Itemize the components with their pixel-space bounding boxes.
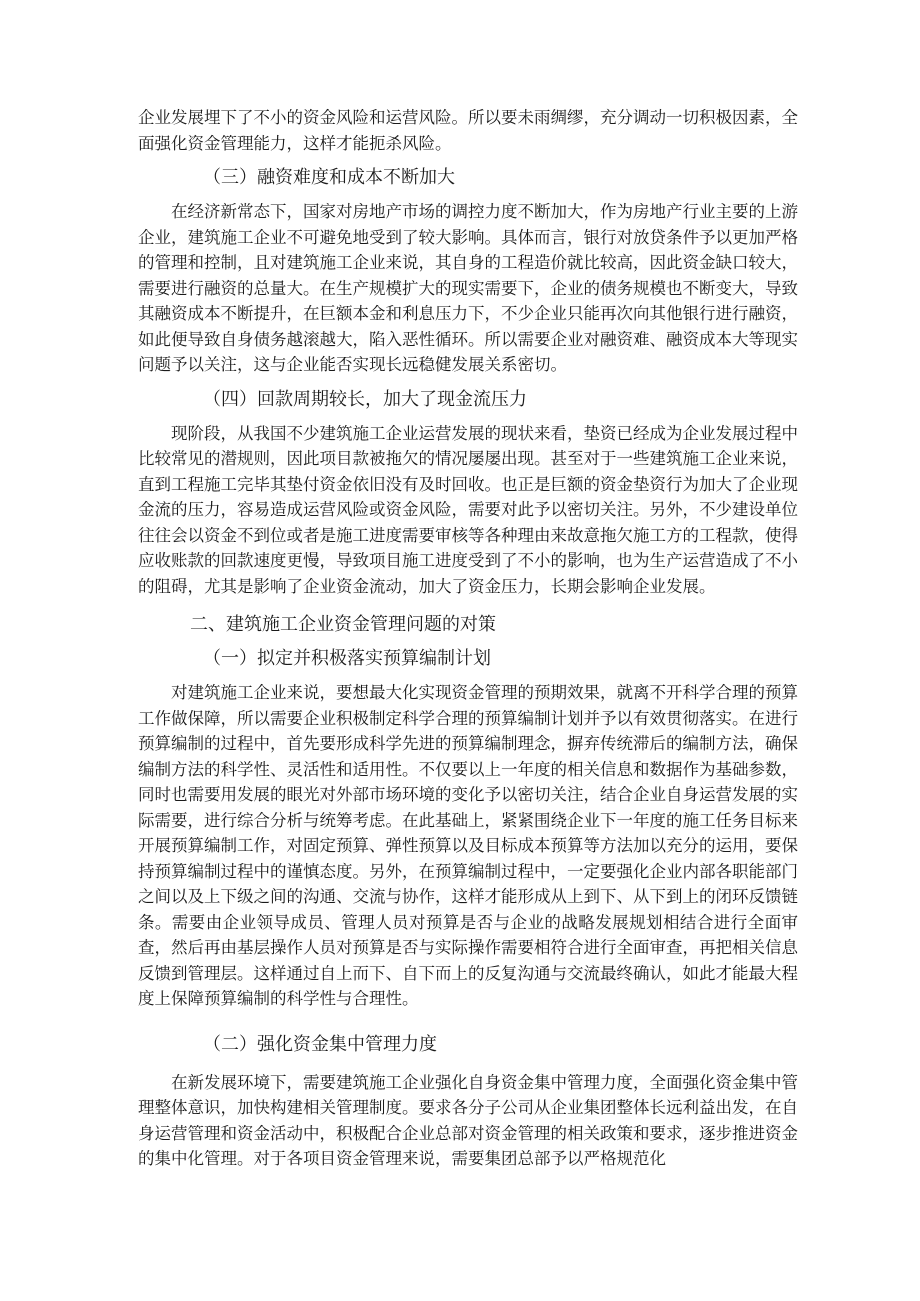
heading-financing-difficulty: （三）融资难度和成本不断加大 <box>203 167 455 188</box>
paragraph-centralized-management: 在新发展环境下，需要建筑施工企业强化自身资金集中管理力度，全面强化资金集中管理整体意识，加快构建相关管理制度。要求各分子公司从企业集团整体长远利益出发，在自身运营管理和资金活动中，积极配合企业总部对资金管理的相关政策和要求，逐步推进资金的集中化管理。对于各项目资金管理来说，需要集团总部予以严格规范化 <box>138 1072 798 1168</box>
heading-budget-plan: （一）拟定并积极落实预算编制计划 <box>203 648 491 669</box>
heading-centralized-management: （二）强化资金集中管理力度 <box>203 1033 437 1055</box>
heading-payment-cycle: （四）回款周期较长，加大了现金流压力 <box>203 388 527 410</box>
paragraph-budget-plan: 对建筑施工企业来说，要想最大化实现资金管理的预期效果，就离不开科学合理的预算工作做保障，所以需要企业积极制定科学合理的预算编制计划并予以有效贯彻落实。在进行预算编制的过程中，首先要形成科学先进的预算编制理念，摒弃传统滞后的编制方法，确保编制方法的科学性、灵活性和适用性。不仅要以上一年度的相关信息和数据作为基础参数，同时也需要用发展的眼光对外部市场环境的变化予以密切关注，结合企业自身运营发展的实际需要，进行综合分析与统筹考虑。在此基础上，紧紧围绕企业下一年度的施工任务目标来开展预算编制工作，对固定预算、弹性预算以及目标成本预算等方法加以充分的运用，要保持预算编制过程中的谨慎态度。另外，在预算编制过程中，一定要强化企业内部各职能部门之间以及上下级之间的沟通、交流与协作，这样才能形成从上到下、从下到上的闭环反馈链条。需要由企业领导成员、管理人员对预算是否与企业的战略发展规划相结合进行全面审查，然后再由基层操作人员对预算是否与实际操作需要相符合进行全面审查，再把相关信息反馈到管理层。这样通过自上而下、自下而上的反复沟通与交流最终确认，如此才能最大程度上保障预算编制的科学性与合理性。 <box>138 683 798 1008</box>
document-page <box>138 105 798 1172</box>
paragraph-continued: 企业发展埋下了不小的资金风险和运营风险。所以要未雨绸缪，充分调动一切积极因素，全面强化资金管理能力，这样才能扼杀风险。 <box>138 108 798 153</box>
paragraph-financing: 在经济新常态下，国家对房地产市场的调控力度不断加大，作为房地产行业主要的上游企业，建筑施工企业不可避免地受到了较大影响。具体而言，银行对放贷条件予以更加严格的管理和控制，且对建筑施工企业来说，其自身的工程造价就比较高，因此资金缺口较大，需要进行融资的总量大。在生产规模扩大的现实需要下，企业的债务规模也不断变大，导致其融资成本不断提升，在巨额本金和利息压力下，不少企业只能再次向其他银行进行融资，如此便导致自身债务越滚越大，陷入恶性循环。所以需要企业对融资难、融资成本大等现实问题予以关注，这与企业能否实现长远稳健发展关系密切。 <box>138 202 798 374</box>
paragraph-payment-cycle: 现阶段，从我国不少建筑施工企业运营发展的现状来看，垫资已经成为企业发展过程中比较常见的潜规则，因此项目款被拖欠的情况屡屡出现。甚至对于一些建筑施工企业来说，直到工程施工完毕其垫付资金依旧没有及时回收。也正是巨额的资金垫资行为加大了企业现金流的压力，容易造成运营风险或资金风险，需要对此予以密切关注。另外，不少建设单位往往会以资金不到位或者是施工进度需要审核等各种理由来故意拖欠施工方的工程款，使得应收账款的回款速度更慢，导致项目施工进度受到了不小的影响，也为生产运营造成了不小的阻碍，尤其是影响了企业资金流动，加大了资金压力，长期会影响企业发展。 <box>138 423 798 596</box>
heading-countermeasures: 二、建筑施工企业资金管理问题的对策 <box>190 614 496 635</box>
